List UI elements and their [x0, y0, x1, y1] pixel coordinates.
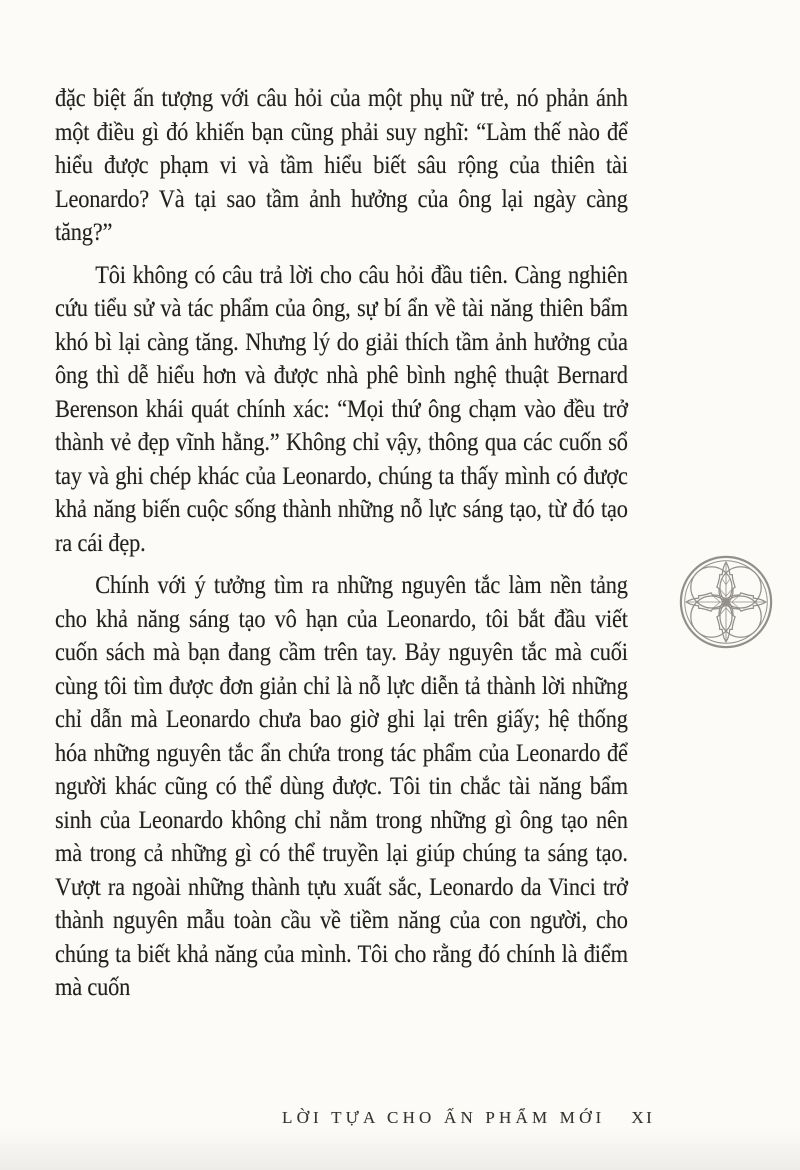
page-footer	[282, 1108, 654, 1128]
body-text	[55, 82, 628, 1014]
paragraph-continuation: đặc biệt ấn tượng với câu hỏi của một phụ nữ trẻ, nó phản ánh một điều gì đó khiến bạn cũng phải suy nghĩ: “Làm thế nào để hiểu được phạm vi và tầm hiểu biết sâu rộng của thiên tài Leonardo? Và tại sao tầm ảnh hưởng của ông lại ngày càng tăng?”	[55, 85, 628, 246]
page-number: XI	[631, 1108, 655, 1127]
running-title: LỜI TỰA CHO ẤN PHẨM MỚI	[282, 1108, 606, 1127]
paragraph: Tôi không có câu trả lời cho câu hỏi đầu tiên. Càng nghiên cứu tiểu sử và tác phẩm của ông, sự bí ẩn về tài năng thiên bẩm khó bì lại càng tăng. Nhưng lý do giải thích tầm ảnh hưởng của ông thì dễ hiểu hơn và được nhà phê bình nghệ thuật Bernard Berenson khái quát chính xác: “Mọi thứ ông chạm vào đều trở thành vẻ đẹp vĩnh hằng.” Không chỉ vậy, thông qua các cuốn sổ tay và ghi chép khác của Leonardo, chúng ta thấy mình có được khả năng biến cuộc sống thành những nỗ lực sáng tạo, từ đó tạo ra cái đẹp.	[55, 261, 628, 557]
quatrefoil-rosette-icon	[678, 554, 774, 650]
paragraph: Chính với ý tưởng tìm ra những nguyên tắc làm nền tảng cho khả năng sáng tạo vô hạn của Leonardo, tôi bắt đầu viết cuốn sách mà bạn đang cầm trên tay. Bảy nguyên tắc mà cuối cùng tôi tìm được đơn giản chỉ là nỗ lực diễn tả thành lời những chỉ dẫn mà Leonardo chưa bao giờ ghi lại trên giấy; hệ thống hóa những nguyên tắc ẩn chứa trong tác phẩm của Leonardo để người khác cũng có thể dùng được. Tôi tin chắc tài năng bẩm sinh của Leonardo không chỉ nằm trong những gì ông tạo nên mà trong cả những gì có thể truyền lại giúp chúng ta sáng tạo. Vượt ra ngoài những thành tựu xuất sắc, Leonardo da Vinci trở thành nguyên mẫu toàn cầu về tiềm năng của con người, cho chúng ta biết khả năng của mình. Tôi cho rằng đó chính là điểm mà cuốn	[55, 572, 628, 1001]
